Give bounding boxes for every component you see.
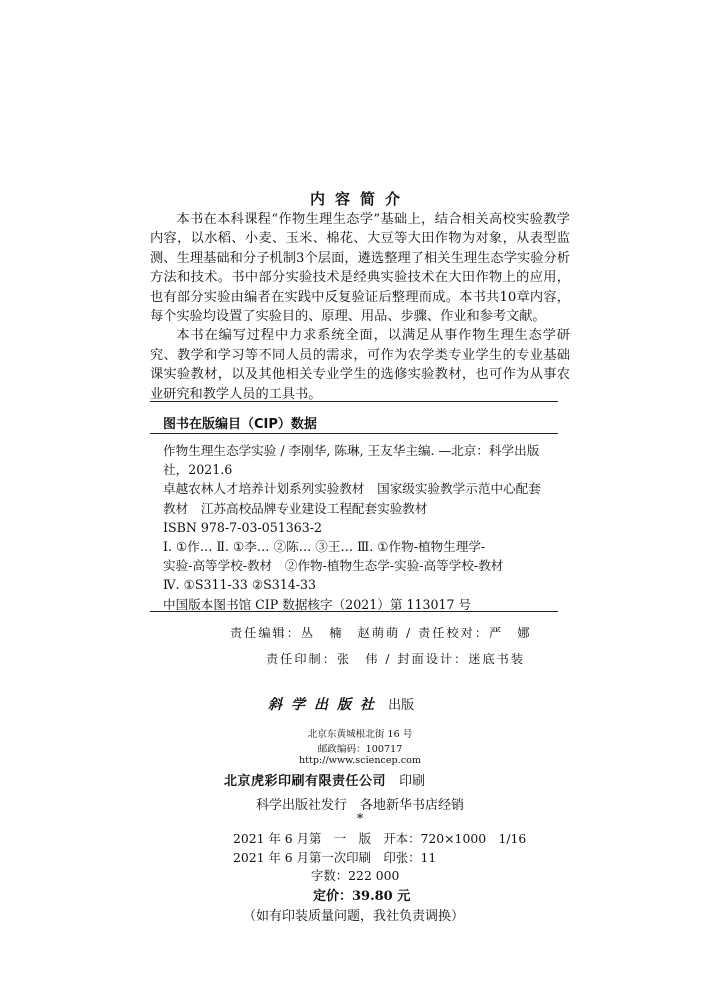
cip-line: 实验-高等学校-教材 ②作物-植物生态学-实验-高等学校-教材: [163, 558, 504, 574]
publisher-website: http://www.sciencep.com: [299, 755, 421, 766]
cip-line: 教材 江苏高校品牌专业建设工程配套实验教材: [163, 500, 428, 516]
cip-top-rule: [150, 401, 558, 402]
credits-production: 责任印制：张 伟 / 封面设计：迷底书装: [266, 652, 526, 666]
cip-heading: 图书在版编目（CIP）数据: [163, 417, 317, 432]
cip-line: Ⅳ. ①S311-33 ②S314-33: [163, 577, 317, 593]
cip-line: 社，2021.6: [163, 462, 233, 478]
imprint-words: 字数：222 000: [311, 868, 400, 883]
cip-line: Ⅰ. ①作… Ⅱ. ①李… ②陈… ③王… Ⅲ. ①作物-植物生理学-: [163, 539, 486, 555]
cip-line: 卓越农林人才培养计划系列实验教材 国家级实验教学示范中心配套: [163, 481, 541, 497]
printer-seal-logo: 北京虎彩印刷有限责任公司: [224, 774, 387, 789]
intro-section: [150, 210, 570, 404]
publisher-suffix: 出版: [388, 698, 415, 713]
imprint-notice: （如有印装质量问题，我社负责调换）: [243, 909, 465, 924]
publisher-line: [268, 694, 414, 714]
intro-paragraph-2: 本书在编写过程中力求系统全面，以满足从事作物生理生态学研究、教学和学习等不同人员的需求，可作为农学类专业学生的专业基础课实验教材，以及其他相关专业学生的选修实验教材，也可作为从事农业研究和教学人员的工具书。: [150, 328, 570, 402]
publisher-address: 北京东黄城根北街 16 号: [307, 729, 413, 740]
publisher-postcode: 邮政编码：100717: [317, 744, 403, 755]
intro-paragraph-1: 本书在本科课程“作物生理生态学”基础上，结合相关高校实验教学内容，以水稻、小麦、玉米、棉花、大豆等大田作物为对象，从表型监测、生理基础和分子机制3个层面，遴选整理了相关生理生态学实验分析方法和技术。书中部分实验技术是经典实验技术在大田作物上的应用，也有部分实验由编者在实践中反复验证后整理而成。本书共10章内容，每个实验均设置了实验目的、原理、用品、步骤、作业和参考文献。: [150, 212, 570, 325]
publisher-seal-logo: 斜学出版社: [268, 697, 383, 713]
cip-line: 中国版本图书馆 CIP 数据核字（2021）第 113017 号: [163, 596, 472, 612]
printer-suffix: 印刷: [399, 774, 426, 789]
cip-line: 作物生理生态学实验 / 李刚华, 陈琳, 王友华主编. —北京：科学出版: [163, 443, 540, 458]
distribution: 科学出版社发行 各地新华书店经销: [255, 798, 464, 813]
printer-line: [224, 770, 425, 789]
cip-record: [163, 441, 565, 614]
cip-bottom-rule: [150, 611, 558, 612]
separator-star: *: [356, 812, 364, 827]
imprint-price: 定价：39.80 元: [313, 889, 411, 904]
cip-heading-rule: [150, 433, 558, 434]
intro-title: 内容简介: [309, 190, 410, 208]
credits-editors: 责任编辑：丛 楠 赵萌萌 / 责任校对：严 娜: [230, 626, 532, 640]
cip-line: ISBN 978-7-03-051363-2: [163, 519, 323, 535]
imprint-edition: 2021 年 6 月第 一 版 开本：720×1000 1/16: [233, 831, 527, 846]
imprint-printing: 2021 年 6 月第一次印刷 印张：11: [233, 850, 437, 865]
